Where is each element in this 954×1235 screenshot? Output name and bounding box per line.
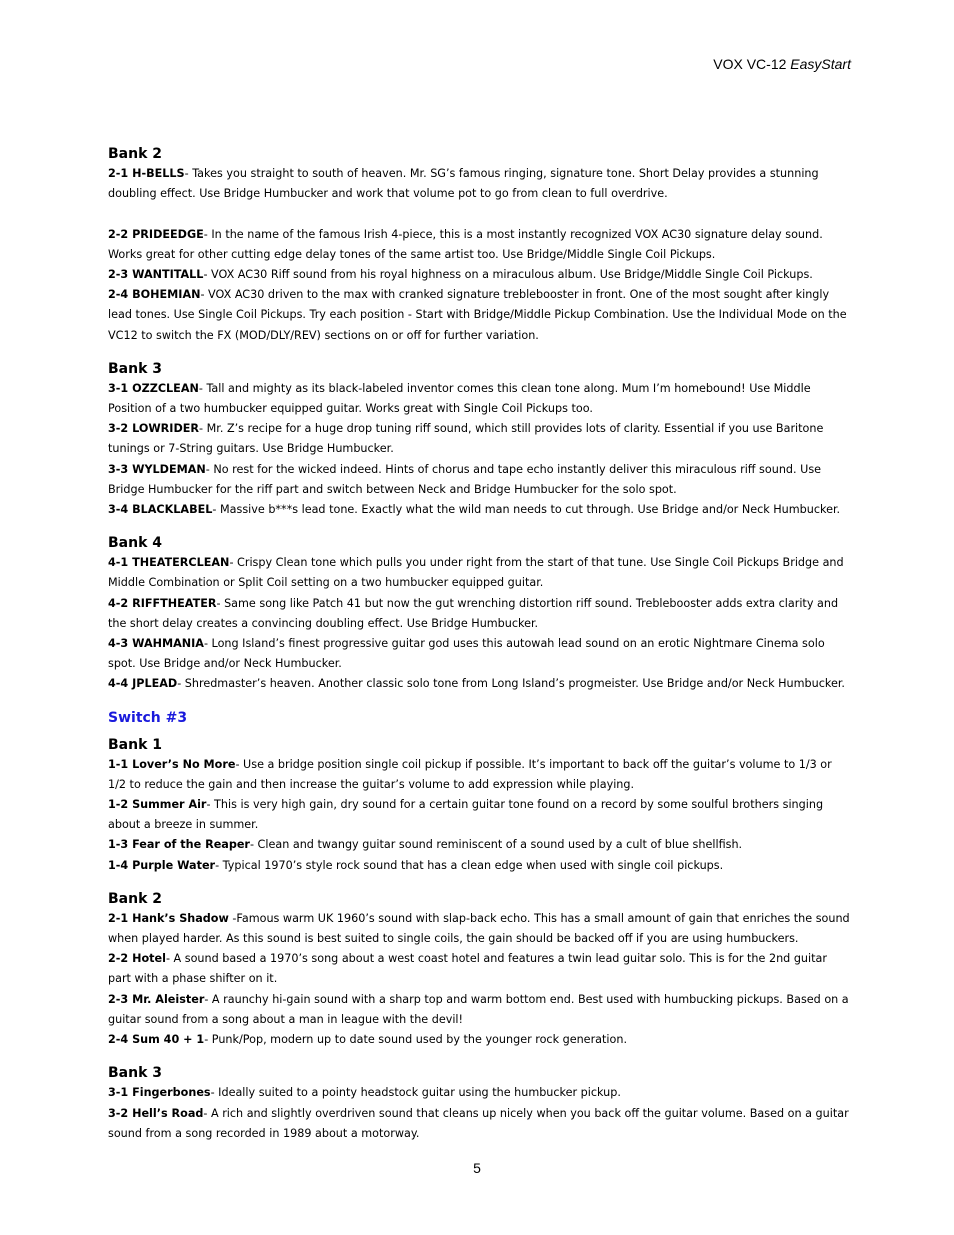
patch-code: 2-1 Hank’s Shadow	[108, 911, 229, 925]
patch-description: - Punk/Pop, modern up to date sound used by the younger rock generation.	[204, 1033, 628, 1047]
document-body	[108, 144, 853, 1157]
patch-description: - Typical 1970’s style rock sound that has a clean edge when used with single coil pickups.	[215, 858, 724, 872]
bank-section	[108, 1063, 853, 1144]
patch-item	[108, 594, 853, 634]
patch-code: 3-2 LOWRIDER	[108, 422, 200, 436]
patch-item	[108, 795, 853, 835]
patch-item	[108, 634, 853, 674]
manual-title: VOX VC-12	[713, 56, 787, 72]
patch-code: 2-4 BOHEMIAN	[108, 288, 201, 302]
patch-description: - Mr. Z’s recipe for a huge drop tuning riff sound, which still provides lots of clarity. Essential if you use Baritone tunings or 7-String guitars. Use Bridge Humbucker.	[108, 422, 824, 456]
bank-section	[108, 144, 853, 346]
patch-code: 4-1 THEATERCLEAN	[108, 556, 230, 570]
patch-item	[108, 949, 853, 989]
patch-code: 3-4 BLACKLABEL	[108, 503, 213, 517]
patch-code: 4-2 RIFFTHEATER	[108, 596, 217, 610]
patch-code: 1-4 Purple Water	[108, 858, 216, 872]
patch-code: 4-3 WAHMANIA	[108, 637, 204, 651]
patch-code: 3-3 WYLDEMAN	[108, 462, 206, 476]
patch-item	[108, 1083, 853, 1103]
patch-item	[108, 285, 853, 346]
patch-description: - Ideally suited to a pointy headstock guitar using the humbucker pickup.	[210, 1086, 621, 1100]
patch-code: 2-2 PRIDEEDGE	[108, 227, 204, 241]
patch-code: 1-1 Lover’s No More	[108, 757, 236, 771]
patch-description: -Famous warm UK 1960’s sound with slap-back echo. This has a small amount of gain that enriches the sound when played harder. As this sound is best suited to single coils, the gain should be backed off if you are using humbuckers.	[108, 911, 850, 946]
patch-item	[108, 835, 853, 855]
patch-item	[108, 419, 853, 459]
patch-code: 2-3 Mr. Aleister	[108, 992, 205, 1006]
patch-item	[108, 990, 853, 1030]
patch-description: - No rest for the wicked indeed. Hints of chorus and tape echo instantly deliver this miraculous riff sound. Use Bridge Humbucker for the riff part and switch between Neck and Bridge Humbucker for the solo spot.	[108, 462, 822, 496]
patch-code: 2-4 Sum 40 + 1	[108, 1033, 205, 1047]
page-header	[713, 56, 851, 72]
patch-description: - Clean and twangy guitar sound reminiscent of a sound used by a cult of blue shellfish.	[249, 838, 743, 852]
switch-heading: Switch #3	[108, 709, 188, 726]
bank-heading: Bank 2	[108, 146, 163, 162]
patch-item	[108, 553, 853, 593]
manual-subtitle: EasyStart	[790, 56, 851, 72]
patch-item	[108, 164, 853, 204]
bank-heading: Bank 2	[108, 890, 163, 907]
patch-item	[108, 1104, 853, 1144]
patch-description: - In the name of the famous Irish 4-piece, this is a most instantly recognized VOX AC30 signature delay sound. Works great for other cutting edge delay tones of the same artist too. Use Bridge/Middle Single Coil Pickups.	[108, 227, 823, 261]
patch-code: 1-2 Summer Air	[108, 798, 207, 812]
patch-description: - Same song like Patch 41 but now the gut wrenching distortion riff sound. Treblebooster adds extra clarity and the short delay creates a convincing doubling effect. Use Bridge Humbucker.	[108, 596, 839, 630]
patch-description: - Crispy Clean tone which pulls you under right from the start of that tune. Use Single Coil Pickups Bridge and Middle Combination or Split Coil setting on a two humbucker equipped guitar.	[108, 556, 844, 590]
bank-heading: Bank 3	[108, 360, 163, 377]
patch-code: 3-2 Hell’s Road	[108, 1106, 204, 1120]
patch-item	[108, 379, 853, 419]
bank-heading: Bank 4	[108, 535, 163, 552]
patch-description: - Long Island’s finest progressive guitar god uses this autowah lead sound on an erotic Nightmare Cinema solo spot. Use Bridge and/or Neck Humbucker.	[108, 637, 825, 671]
patch-item	[108, 460, 853, 500]
patch-description: - Use a bridge position single coil pickup if possible. It’s important to back off the guitar’s volume to 1/3 or 1/2 to reduce the gain and then increase the guitar’s volume to add expression while playing.	[108, 757, 832, 791]
patch-item	[108, 265, 853, 285]
bank-heading: Bank 3	[108, 1065, 163, 1082]
patch-code: 4-4 JPLEAD	[108, 677, 178, 691]
patch-code: 2-2 Hotel	[108, 952, 166, 966]
patch-description: - A rich and slightly overdriven sound that cleans up nicely when you back off the guitar volume. Based on a guitar sound from a song recorded in 1989 about a motorway.	[108, 1106, 849, 1140]
patch-item	[108, 909, 853, 949]
bank-section	[108, 533, 853, 694]
patch-item	[108, 755, 853, 795]
bank-section	[108, 359, 853, 520]
patch-code: 2-3 WANTITALL	[108, 268, 204, 281]
patch-description: - VOX AC30 Riff sound from his royal highness on a miraculous album. Use Bridge/Middle Single Coil Pickups.	[203, 268, 813, 281]
page-number: 5	[473, 1160, 481, 1176]
patch-item	[108, 1030, 853, 1050]
patch-description: - Massive b***s lead tone. Exactly what the wild man needs to cut through. Use Bridge and/or Neck Humbucker.	[212, 503, 841, 517]
patch-code: 3-1 Fingerbones	[108, 1086, 211, 1100]
patch-code: 1-3 Fear of the Reaper	[108, 838, 250, 852]
patch-description: - A sound based a 1970’s song about a west coast hotel and features a twin lead guitar solo. This is for the 2nd guitar part with a phase shifter on it.	[108, 952, 827, 986]
patch-description: - This is very high gain, dry sound for a certain guitar tone found on a record by some soulful brothers singing about a breeze in summer.	[108, 798, 824, 832]
patch-description: - Takes you straight to south of heaven. Mr. SG’s famous ringing, signature tone. Short Delay provides a stunning doubling effect. Use Bridge Humbucker and work that volume pot to go from clean to full overdrive.	[108, 167, 819, 201]
patch-code: 2-1 H-BELLS	[108, 167, 185, 180]
patch-item	[108, 856, 853, 876]
patch-code: 3-1 OZZCLEAN	[108, 381, 199, 395]
bank-section	[108, 735, 853, 876]
bank-section	[108, 889, 853, 1050]
patch-item	[108, 500, 853, 520]
patch-item	[108, 225, 853, 265]
bank-heading: Bank 1	[108, 736, 163, 753]
patch-description: - VOX AC30 driven to the max with cranked signature treblebooster in front. One of the most sought after kingly lead tones. Use Single Coil Pickups. Try each position - Start with Bridge/Middle Pickup Combination. Use the Individual Mode on the VC12 to switch the FX (MOD/DLY/REV) sections on or off for further variation.	[108, 288, 847, 342]
patch-description: - A raunchy hi-gain sound with a sharp top and warm bottom end. Best used with humbucking pickups. Based on a guitar sound from a song about a man in league with the devil!	[108, 992, 849, 1026]
patch-item	[108, 674, 853, 694]
patch-description: - Tall and mighty as its black-labeled inventor comes this clean tone along. Mum I’m homebound! Use Middle Position of a two humbucker equipped guitar. Works great with Single Coil Pickups too.	[108, 381, 811, 416]
patch-description: - Shredmaster’s heaven. Another classic solo tone from Long Island’s progmeister. Use Bridge and/or Neck Humbucker.	[177, 677, 845, 691]
